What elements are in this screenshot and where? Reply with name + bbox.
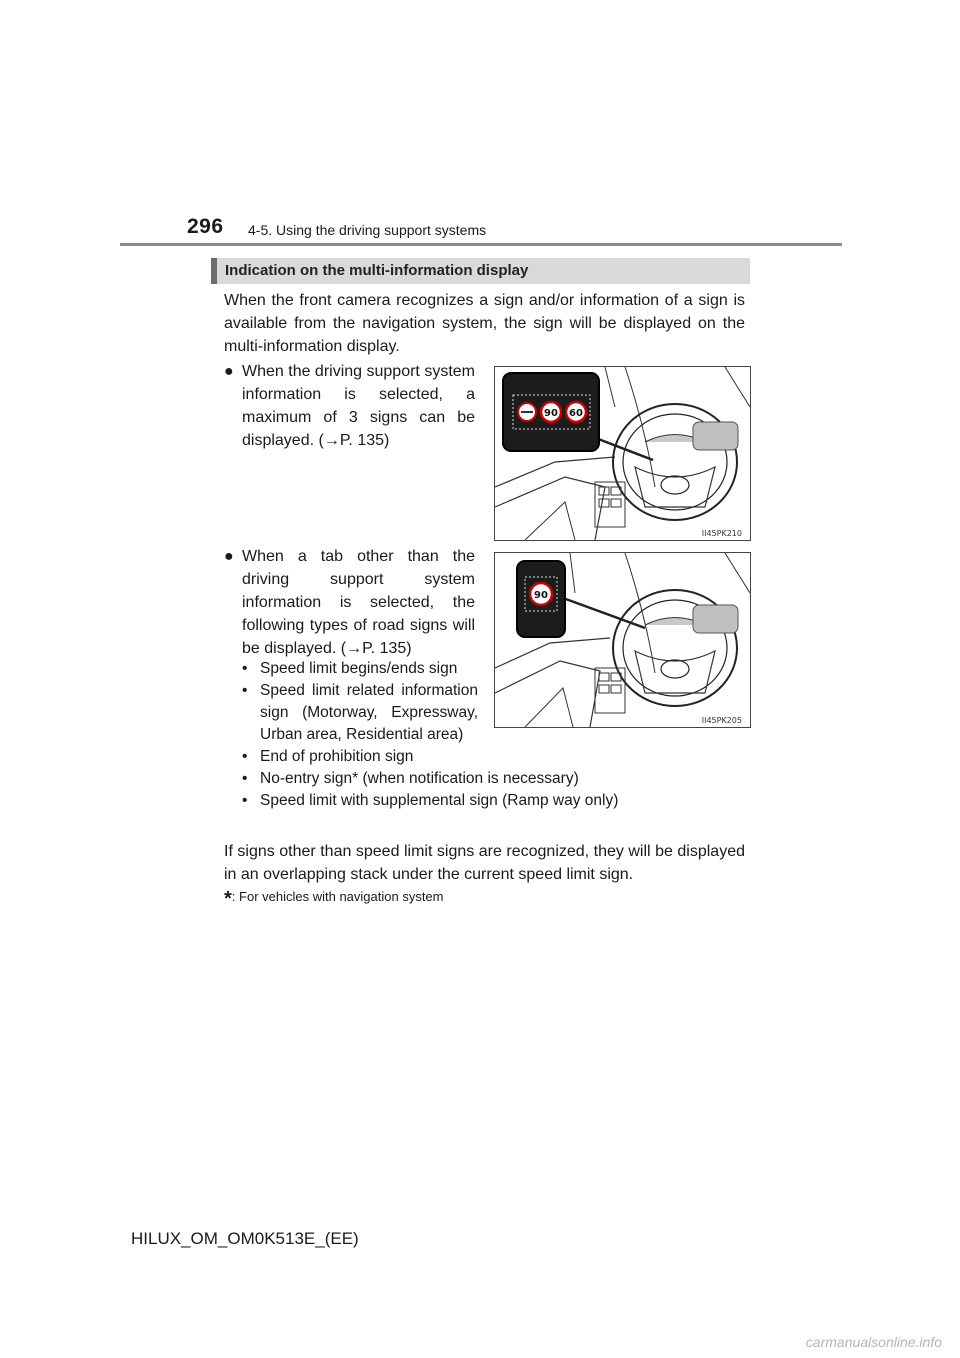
sub-item (242, 658, 478, 680)
page-number: 296 (187, 215, 224, 238)
bullet-text: When a tab other than the driving support system information is selected, the following types of road signs will be displayed. (→P. 135) (242, 548, 475, 657)
footnote-text: : For vehicles with navigation system (231, 889, 444, 904)
dashboard-illustration (495, 367, 750, 540)
sub-marker: • (242, 660, 248, 677)
figure-dashboard-three-signs (494, 366, 751, 541)
footer-doc-code: HILUX_OM_OM0K513E_(EE) (131, 1229, 359, 1248)
figure-dashboard-one-sign (494, 552, 751, 728)
sub-item-text: Speed limit with supplemental sign (Ramp way only) (260, 792, 619, 809)
sub-marker: • (242, 792, 248, 809)
footnote-mark: * (224, 888, 232, 910)
figure-code: II45PK205 (701, 716, 742, 725)
figure-code: II45PK210 (701, 529, 742, 538)
footnote (224, 888, 444, 911)
header-rule (120, 243, 842, 246)
sub-item (242, 746, 742, 768)
heading-bar (211, 258, 750, 284)
sub-item-text: Speed limit begins/ends sign (260, 660, 458, 677)
intro-paragraph: When the front camera recognizes a sign and/or information of a sign is available from the navigation system, the sign will be displayed on the multi-information display. (224, 292, 745, 355)
heading-accent (211, 258, 217, 284)
sub-marker: • (242, 770, 248, 787)
sign-value: 60 (569, 408, 583, 419)
sub-item-text: Speed limit related information sign (Motorway, Expressway, Urban area, Residential area) (260, 682, 478, 743)
sub-marker: • (242, 748, 248, 765)
heading-text: Indication on the multi-information display (225, 262, 529, 279)
sub-marker: • (242, 682, 248, 699)
bullet-marker: ● (224, 363, 234, 380)
bullet-marker: ● (224, 548, 234, 565)
sub-item (242, 680, 478, 746)
sign-value: 90 (544, 408, 558, 419)
bullet-1 (224, 360, 475, 452)
sub-item-text: No-entry sign* (when notification is necessary) (260, 770, 579, 787)
site-watermark: carmanualsonline.info (805, 1334, 942, 1350)
sub-item (242, 768, 742, 790)
sign-value: 90 (534, 590, 548, 601)
bullet-2 (224, 545, 475, 660)
dashboard-illustration (495, 553, 750, 727)
closing-paragraph: If signs other than speed limit signs are recognized, they will be displayed in an overlapping stack under the current speed limit sign. (224, 843, 745, 883)
section-title: 4-5. Using the driving support systems (248, 222, 487, 238)
sub-item-text: End of prohibition sign (260, 748, 414, 765)
bullet-text: When the driving support system information is selected, a maximum of 3 signs can be displayed. (→P. 135) (242, 363, 475, 449)
sub-item (242, 790, 742, 812)
